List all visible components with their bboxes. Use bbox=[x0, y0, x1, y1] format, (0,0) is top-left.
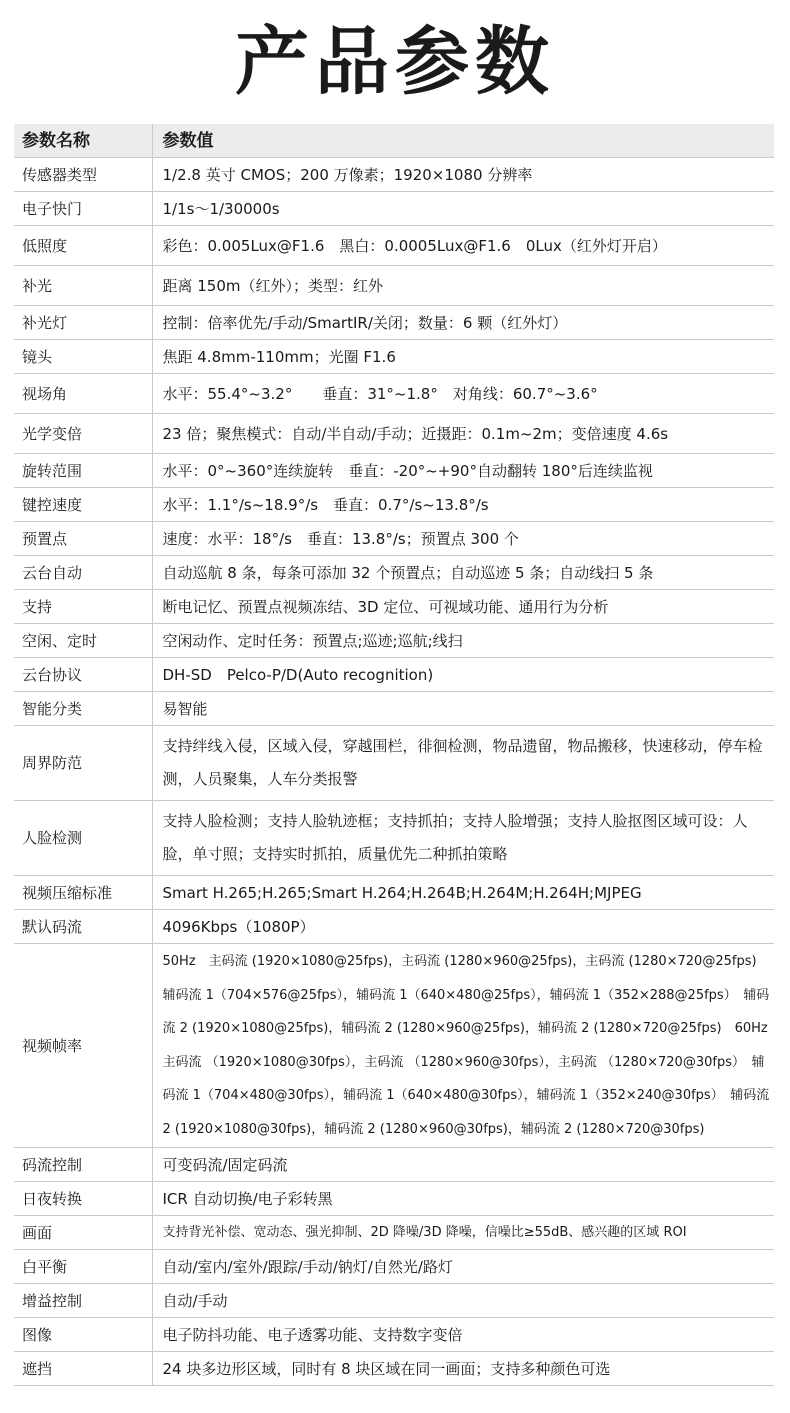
param-name: 传感器类型 bbox=[14, 158, 152, 192]
param-name: 增益控制 bbox=[14, 1284, 152, 1318]
table-row bbox=[14, 1216, 774, 1250]
param-name: 人脸检测 bbox=[14, 801, 152, 876]
table-row bbox=[14, 1284, 774, 1318]
param-value: 1/2.8 英寸 CMOS；200 万像素；1920×1080 分辨率 bbox=[152, 158, 774, 192]
table-row bbox=[14, 876, 774, 910]
param-value: 易智能 bbox=[152, 692, 774, 726]
param-value: 自动/手动 bbox=[152, 1284, 774, 1318]
table-row bbox=[14, 1250, 774, 1284]
param-name: 智能分类 bbox=[14, 692, 152, 726]
param-name: 遮挡 bbox=[14, 1352, 152, 1386]
param-value: 1/1s～1/30000s bbox=[152, 192, 774, 226]
table-row bbox=[14, 658, 774, 692]
param-name: 云台自动 bbox=[14, 556, 152, 590]
page-title: 产品参数 bbox=[235, 19, 555, 105]
param-value: 水平：1.1°/s~18.9°/s 垂直：0.7°/s~13.8°/s bbox=[152, 488, 774, 522]
header-value: 参数值 bbox=[152, 124, 774, 158]
param-name: 白平衡 bbox=[14, 1250, 152, 1284]
param-name: 空闲、定时 bbox=[14, 624, 152, 658]
param-name: 补光 bbox=[14, 266, 152, 306]
table-row bbox=[14, 226, 774, 266]
table-row bbox=[14, 522, 774, 556]
param-name: 补光灯 bbox=[14, 306, 152, 340]
param-name: 电子快门 bbox=[14, 192, 152, 226]
param-name: 旋转范围 bbox=[14, 454, 152, 488]
param-value: Smart H.265;H.265;Smart H.264;H.264B;H.264M;H.264H;MJPEG bbox=[152, 876, 774, 910]
param-name: 日夜转换 bbox=[14, 1182, 152, 1216]
table-row bbox=[14, 692, 774, 726]
table-row bbox=[14, 340, 774, 374]
table-header-row bbox=[14, 124, 774, 158]
param-name: 镜头 bbox=[14, 340, 152, 374]
table-row bbox=[14, 1148, 774, 1182]
table-row bbox=[14, 726, 774, 801]
param-value: 距离 150m（红外）；类型：红外 bbox=[152, 266, 774, 306]
param-value: DH-SD Pelco-P/D(Auto recognition) bbox=[152, 658, 774, 692]
param-value: 水平：55.4°~3.2° 垂直：31°~1.8° 对角线：60.7°~3.6° bbox=[152, 374, 774, 414]
table-row bbox=[14, 306, 774, 340]
table-row bbox=[14, 1352, 774, 1386]
param-value: 支持背光补偿、宽动态、强光抑制、2D 降噪/3D 降噪，信噪比≥55dB、感兴趣的区域 ROI bbox=[152, 1216, 774, 1250]
param-name: 画面 bbox=[14, 1216, 152, 1250]
param-name: 低照度 bbox=[14, 226, 152, 266]
table-row bbox=[14, 801, 774, 876]
table-row bbox=[14, 1318, 774, 1352]
param-name: 图像 bbox=[14, 1318, 152, 1352]
table-row bbox=[14, 414, 774, 454]
param-value: 24 块多边形区域，同时有 8 块区域在同一画面；支持多种颜色可选 bbox=[152, 1352, 774, 1386]
param-value: 空闲动作、定时任务：预置点;巡迹;巡航;线扫 bbox=[152, 624, 774, 658]
param-value: 自动巡航 8 条，每条可添加 32 个预置点；自动巡迹 5 条；自动线扫 5 条 bbox=[152, 556, 774, 590]
param-value: 支持人脸检测；支持人脸轨迹框；支持抓拍；支持人脸增强；支持人脸抠图区域可设：人脸，单寸照；支持实时抓拍，质量优先二种抓拍策略 bbox=[152, 801, 774, 876]
table-row bbox=[14, 910, 774, 944]
param-value: 电子防抖功能、电子透雾功能、支持数字变倍 bbox=[152, 1318, 774, 1352]
param-name: 视场角 bbox=[14, 374, 152, 414]
param-name: 云台协议 bbox=[14, 658, 152, 692]
table-row bbox=[14, 488, 774, 522]
param-name: 视频压缩标准 bbox=[14, 876, 152, 910]
param-name: 支持 bbox=[14, 590, 152, 624]
param-value: 焦距 4.8mm-110mm；光圈 F1.6 bbox=[152, 340, 774, 374]
param-value: 50Hz 主码流 (1920×1080@25fps)，主码流 (1280×960@25fps)，主码流 (1280×720@25fps) 辅码流 1（704×576@25fps），辅码流 1（640×480@25fps），辅码流 1（352×288@25fps） 辅码流 2 (1920×1080@25fps)，辅码流 2 (1280×960@25fps)，辅码流 2 (1280×720@25fps) 60Hz 主码流 （1920×1080@30fps），主码流 （1280×960@30fps），主码流 （1280×720@30fps） 辅码流 1（704×480@30fps），辅码流 1（640×480@30fps），辅码流 1（352×240@30fps） 辅码流 2 (1920×1080@30fps)，辅码流 2 (1280×960@30fps)，辅码流 2 (1280×720@30fps) bbox=[152, 944, 774, 1148]
table-row bbox=[14, 454, 774, 488]
param-value: 速度：水平：18°/s 垂直：13.8°/s；预置点 300 个 bbox=[152, 522, 774, 556]
spec-table bbox=[14, 124, 781, 1386]
table-row bbox=[14, 624, 774, 658]
param-value: 水平：0°~360°连续旋转 垂直：-20°~+90°自动翻转 180°后连续监视 bbox=[152, 454, 774, 488]
param-value: 可变码流/固定码流 bbox=[152, 1148, 774, 1182]
param-value: 控制：倍率优先/手动/SmartIR/关闭；数量：6 颗（红外灯） bbox=[152, 306, 774, 340]
table-row bbox=[14, 1182, 774, 1216]
param-value: ICR 自动切换/电子彩转黑 bbox=[152, 1182, 774, 1216]
table-row bbox=[14, 590, 774, 624]
param-name: 周界防范 bbox=[14, 726, 152, 801]
param-name: 光学变倍 bbox=[14, 414, 152, 454]
table-row bbox=[14, 556, 774, 590]
table-row bbox=[14, 266, 774, 306]
table-row bbox=[14, 944, 774, 1148]
param-value: 支持绊线入侵，区域入侵，穿越围栏，徘徊检测，物品遗留，物品搬移，快速移动，停车检测，人员聚集，人车分类报警 bbox=[152, 726, 774, 801]
table-row bbox=[14, 192, 774, 226]
param-value: 23 倍；聚焦模式：自动/半自动/手动；近摄距：0.1m~2m；变倍速度 4.6s bbox=[152, 414, 774, 454]
param-value: 彩色：0.005Lux@F1.6 黑白：0.0005Lux@F1.6 0Lux（红外灯开启） bbox=[152, 226, 774, 266]
param-value: 自动/室内/室外/跟踪/手动/钠灯/自然光/路灯 bbox=[152, 1250, 774, 1284]
param-name: 默认码流 bbox=[14, 910, 152, 944]
param-name: 码流控制 bbox=[14, 1148, 152, 1182]
param-value: 4096Kbps（1080P） bbox=[152, 910, 774, 944]
param-name: 键控速度 bbox=[14, 488, 152, 522]
table-row bbox=[14, 158, 774, 192]
param-name: 视频帧率 bbox=[14, 944, 152, 1148]
param-name: 预置点 bbox=[14, 522, 152, 556]
header-name: 参数名称 bbox=[14, 124, 152, 158]
param-value: 断电记忆、预置点视频冻结、3D 定位、可视域功能、通用行为分析 bbox=[152, 590, 774, 624]
table-row bbox=[14, 374, 774, 414]
